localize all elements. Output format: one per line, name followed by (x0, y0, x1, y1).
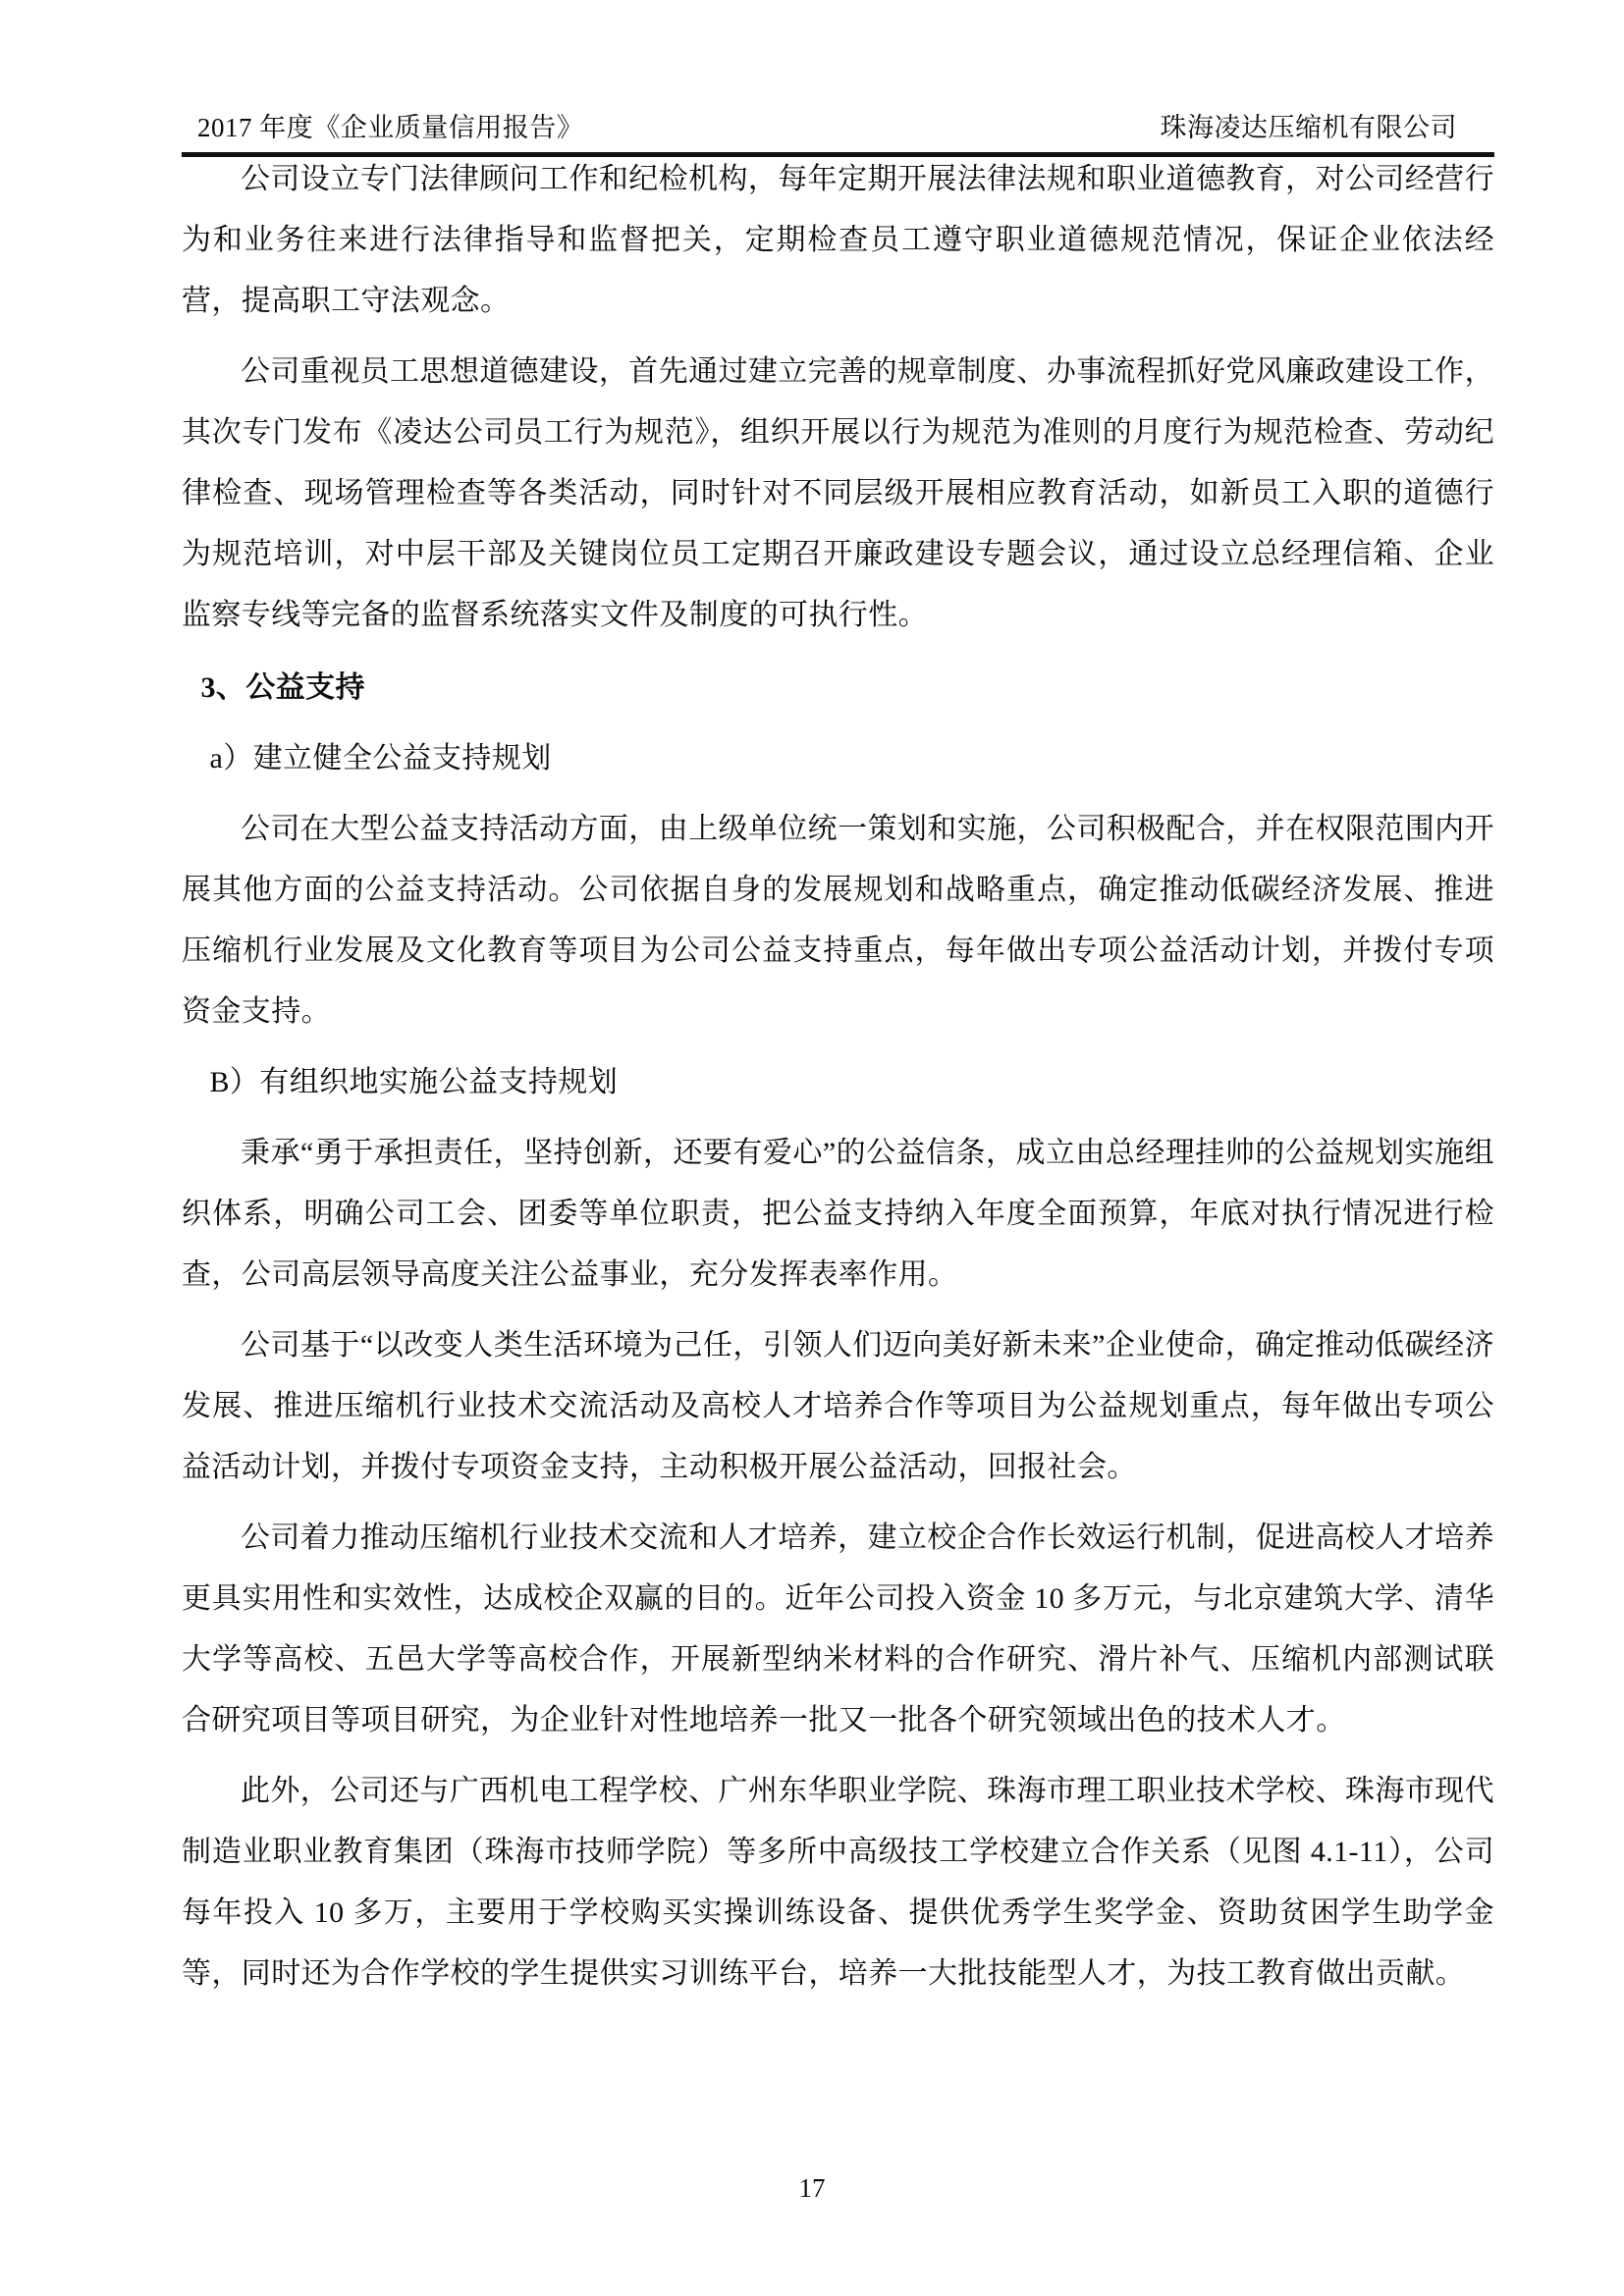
paragraph-vocational-schools: 此外，公司还与广西机电工程学校、广州东华职业学院、珠海市理工职业技术学校、珠海市现代制造业职业教育集团（珠海市技师学院）等多所中高级技工学校建立合作关系（见图 4.1-11），公司每年投入 10 多万，主要用于学校购买实操训练设备、提供优秀学生奖学金、资助贫困学生助学金等，同时还为合作学校的学生提供实习训练平台，培养一大批技能型人才，为技工教育做出贡献。 (182, 1775, 1494, 1990)
paragraph-welfare-organization: 秉承“勇于承担责任，坚持创新，还要有爱心”的公益信条，成立由总经理挂帅的公益规划实施组织体系，明确公司工会、团委等单位职责，把公益支持纳入年度全面预算，年底对执行情况进行检查，公司高层领导高度关注公益事业，充分发挥表率作用。 (182, 1137, 1494, 1291)
paragraph-legal-compliance: 公司设立专门法律顾问工作和纪检机构，每年定期开展法律法规和职业道德教育，对公司经营行为和业务往来进行法律指导和监督把关，定期检查员工遵守职业道德规范情况，保证企业依法经营，提高职工守法观念。 (182, 163, 1494, 317)
company-name: 珠海凌达压缩机有限公司 (1160, 113, 1457, 142)
report-title: 2017 年度《企业质量信用报告》 (197, 113, 584, 142)
paragraph-welfare-planning: 公司在大型公益支持活动方面，由上级单位统一策划和实施，公司积极配合，并在权限范围内开展其他方面的公益支持活动。公司依据自身的发展规划和战略重点，确定推动低碳经济发展、推进压缩机行业发展及文化教育等项目为公司公益支持重点，每年做出专项公益活动计划，并拨付专项资金支持。 (182, 813, 1494, 1028)
document-body (182, 149, 1494, 2004)
page-number: 17 (798, 2173, 826, 2203)
subheading-b-welfare-implementation: B）有组织地实施公益支持规划 (209, 1066, 619, 1098)
paragraph-university-cooperation: 公司着力推动压缩机行业技术交流和人才培养，建立校企合作长效运行机制，促进高校人才培养更具实用性和实效性，达成校企双赢的目的。近年公司投入资金 10 多万元，与北京建筑大学、清华大学等高校、五邑大学等高校合作，开展新型纳米材料的合作研究、滑片补气、压缩机内部测试联合研究项目等项目研究，为企业针对性地培养一批又一批各个研究领域出色的技术人才。 (182, 1522, 1494, 1736)
paragraph-welfare-mission: 公司基于“以改变人类生活环境为己任，引领人们迈向美好新未来”企业使命，确定推动低碳经济发展、推进压缩机行业技术交流活动及高校人才培养合作等项目为公益规划重点，每年做出专项公益活动计划，并拨付专项资金支持，主动积极开展公益活动，回报社会。 (182, 1329, 1494, 1483)
section-heading-public-welfare: 3、公益支持 (200, 671, 365, 704)
paragraph-ethics-building: 公司重视员工思想道德建设，首先通过建立完善的规章制度、办事流程抓好党风廉政建设工作，其次专门发布《凌达公司员工行为规范》，组织开展以行为规范为准则的月度行为规范检查、劳动纪律检查、现场管理检查等各类活动，同时针对不同层级开展相应教育活动，如新员工入职的道德行为规范培训，对中层干部及关键岗位员工定期召开廉政建设专题会议，通过设立总经理信箱、企业监察专线等完备的监督系统落实文件及制度的可执行性。 (182, 355, 1494, 631)
subheading-a-welfare-planning: a）建立健全公益支持规划 (209, 742, 552, 774)
page-footer (0, 2171, 1624, 2205)
